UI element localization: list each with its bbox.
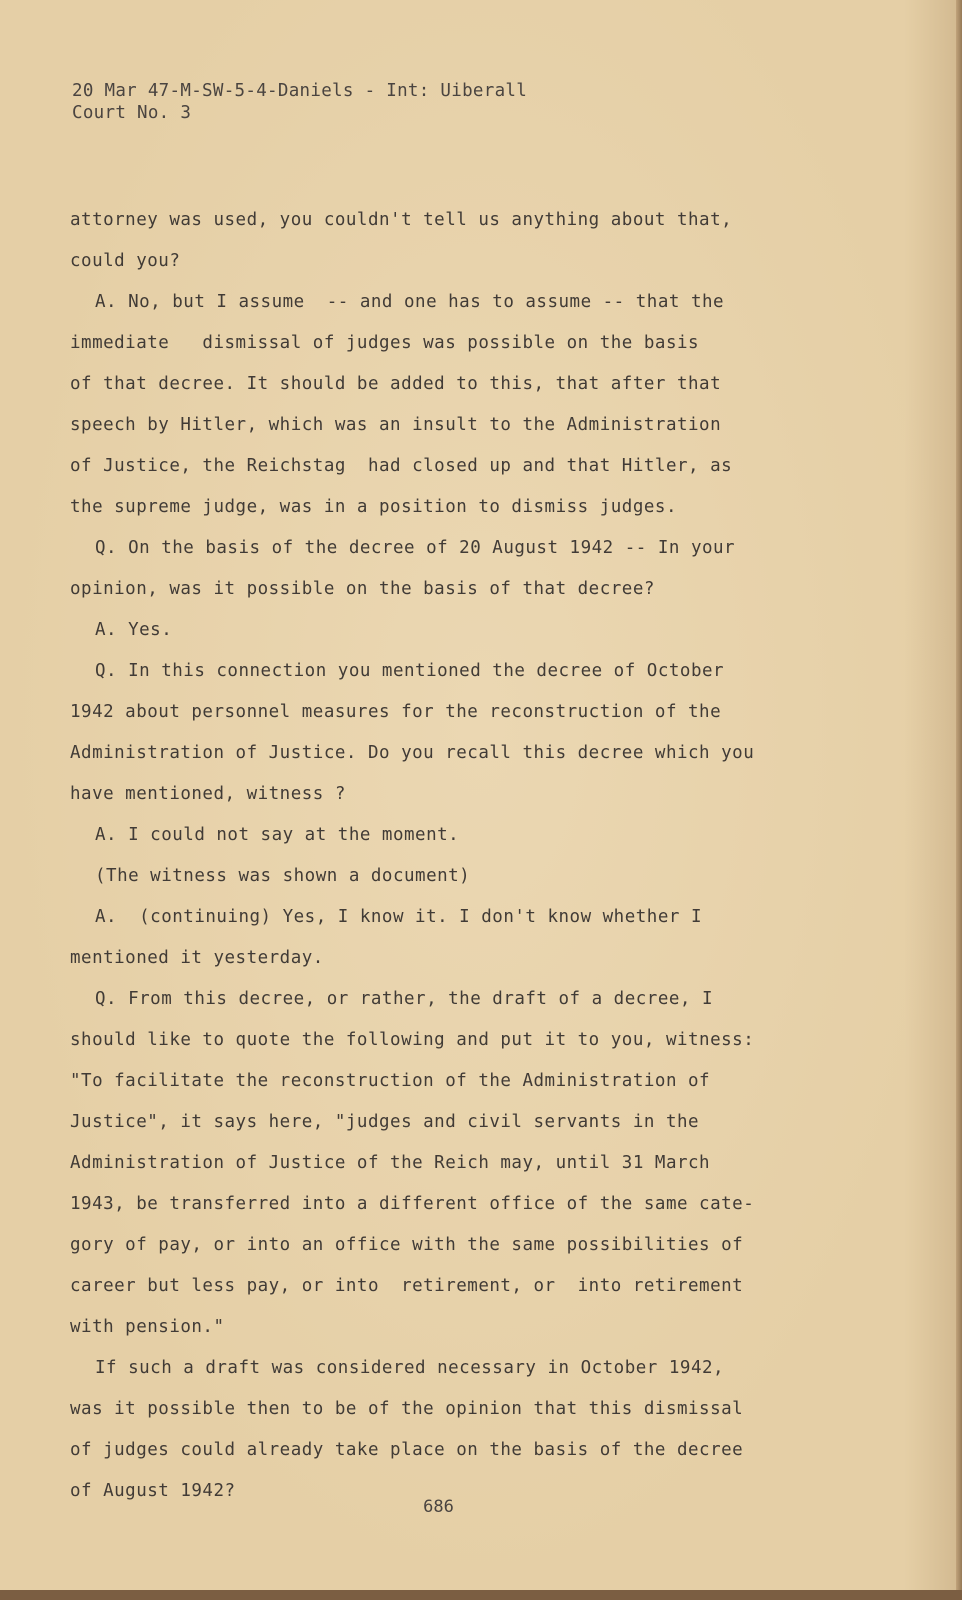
paper-edge-right [956, 0, 962, 1590]
transcript-line: have mentioned, witness ? [70, 784, 346, 804]
transcript-line: of Justice, the Reichstag had closed up and that Hitler, as [70, 456, 733, 476]
transcript-line: "To facilitate the reconstruction of the Administration of [70, 1071, 711, 1091]
transcript-line: If such a draft was considered necessary in October 1942, [95, 1358, 725, 1378]
transcript-line: opinion, was it possible on the basis of that decree? [70, 579, 655, 599]
transcript-line: A. (continuing) Yes, I know it. I don't know whether I [95, 907, 702, 927]
transcript-line: could you? [70, 251, 181, 271]
transcript-line: of judges could already take place on the basis of the decree [70, 1440, 744, 1460]
transcript-line: of that decree. It should be added to this, that after that [70, 374, 722, 394]
transcript-line: (The witness was shown a document) [95, 866, 471, 886]
transcript-line: speech by Hitler, which was an insult to the Administration [70, 415, 722, 435]
transcript-line: 1942 about personnel measures for the reconstruction of the [70, 702, 722, 722]
transcript-line: of August 1942? [70, 1481, 236, 1501]
transcript-line: should like to quote the following and put it to you, witness: [70, 1030, 755, 1050]
document-header [72, 80, 527, 124]
transcript-line: Justice", it says here, "judges and civil servants in the [70, 1112, 700, 1132]
transcript-body [70, 200, 850, 1512]
header-session-line: 20 Mar 47-M-SW-5-4-Daniels - Int: Uiberall [72, 81, 528, 101]
transcript-line: the supreme judge, was in a position to dismiss judges. [70, 497, 677, 517]
paper-edge-bottom [0, 1590, 962, 1600]
transcript-line: A. I could not say at the moment. [95, 825, 460, 845]
transcript-line: Administration of Justice of the Reich may, until 31 March [70, 1153, 711, 1173]
transcript-line: gory of pay, or into an office with the same possibilities of [70, 1235, 744, 1255]
transcript-line: was it possible then to be of the opinion that this dismissal [70, 1399, 744, 1419]
transcript-line: A. No, but I assume -- and one has to assume -- that the [95, 292, 725, 312]
header-court-line: Court No. 3 [72, 103, 192, 123]
transcript-line: Q. In this connection you mentioned the decree of October [95, 661, 725, 681]
transcript-line: immediate dismissal of judges was possible on the basis [70, 333, 700, 353]
transcript-line: A. Yes. [95, 620, 173, 640]
transcript-line: attorney was used, you couldn't tell us anything about that, [70, 210, 733, 230]
transcript-line: 1943, be transferred into a different office of the same cate- [70, 1194, 755, 1214]
transcript-line: career but less pay, or into retirement, or into retirement [70, 1276, 744, 1296]
transcript-line: Administration of Justice. Do you recall this decree which you [70, 743, 755, 763]
transcript-line: Q. From this decree, or rather, the draft of a decree, I [95, 989, 714, 1009]
transcript-line: Q. On the basis of the decree of 20 August 1942 -- In your [95, 538, 736, 558]
transcript-line: with pension." [70, 1317, 225, 1337]
page-number: 686 [423, 1497, 454, 1517]
transcript-line: mentioned it yesterday. [70, 948, 324, 968]
